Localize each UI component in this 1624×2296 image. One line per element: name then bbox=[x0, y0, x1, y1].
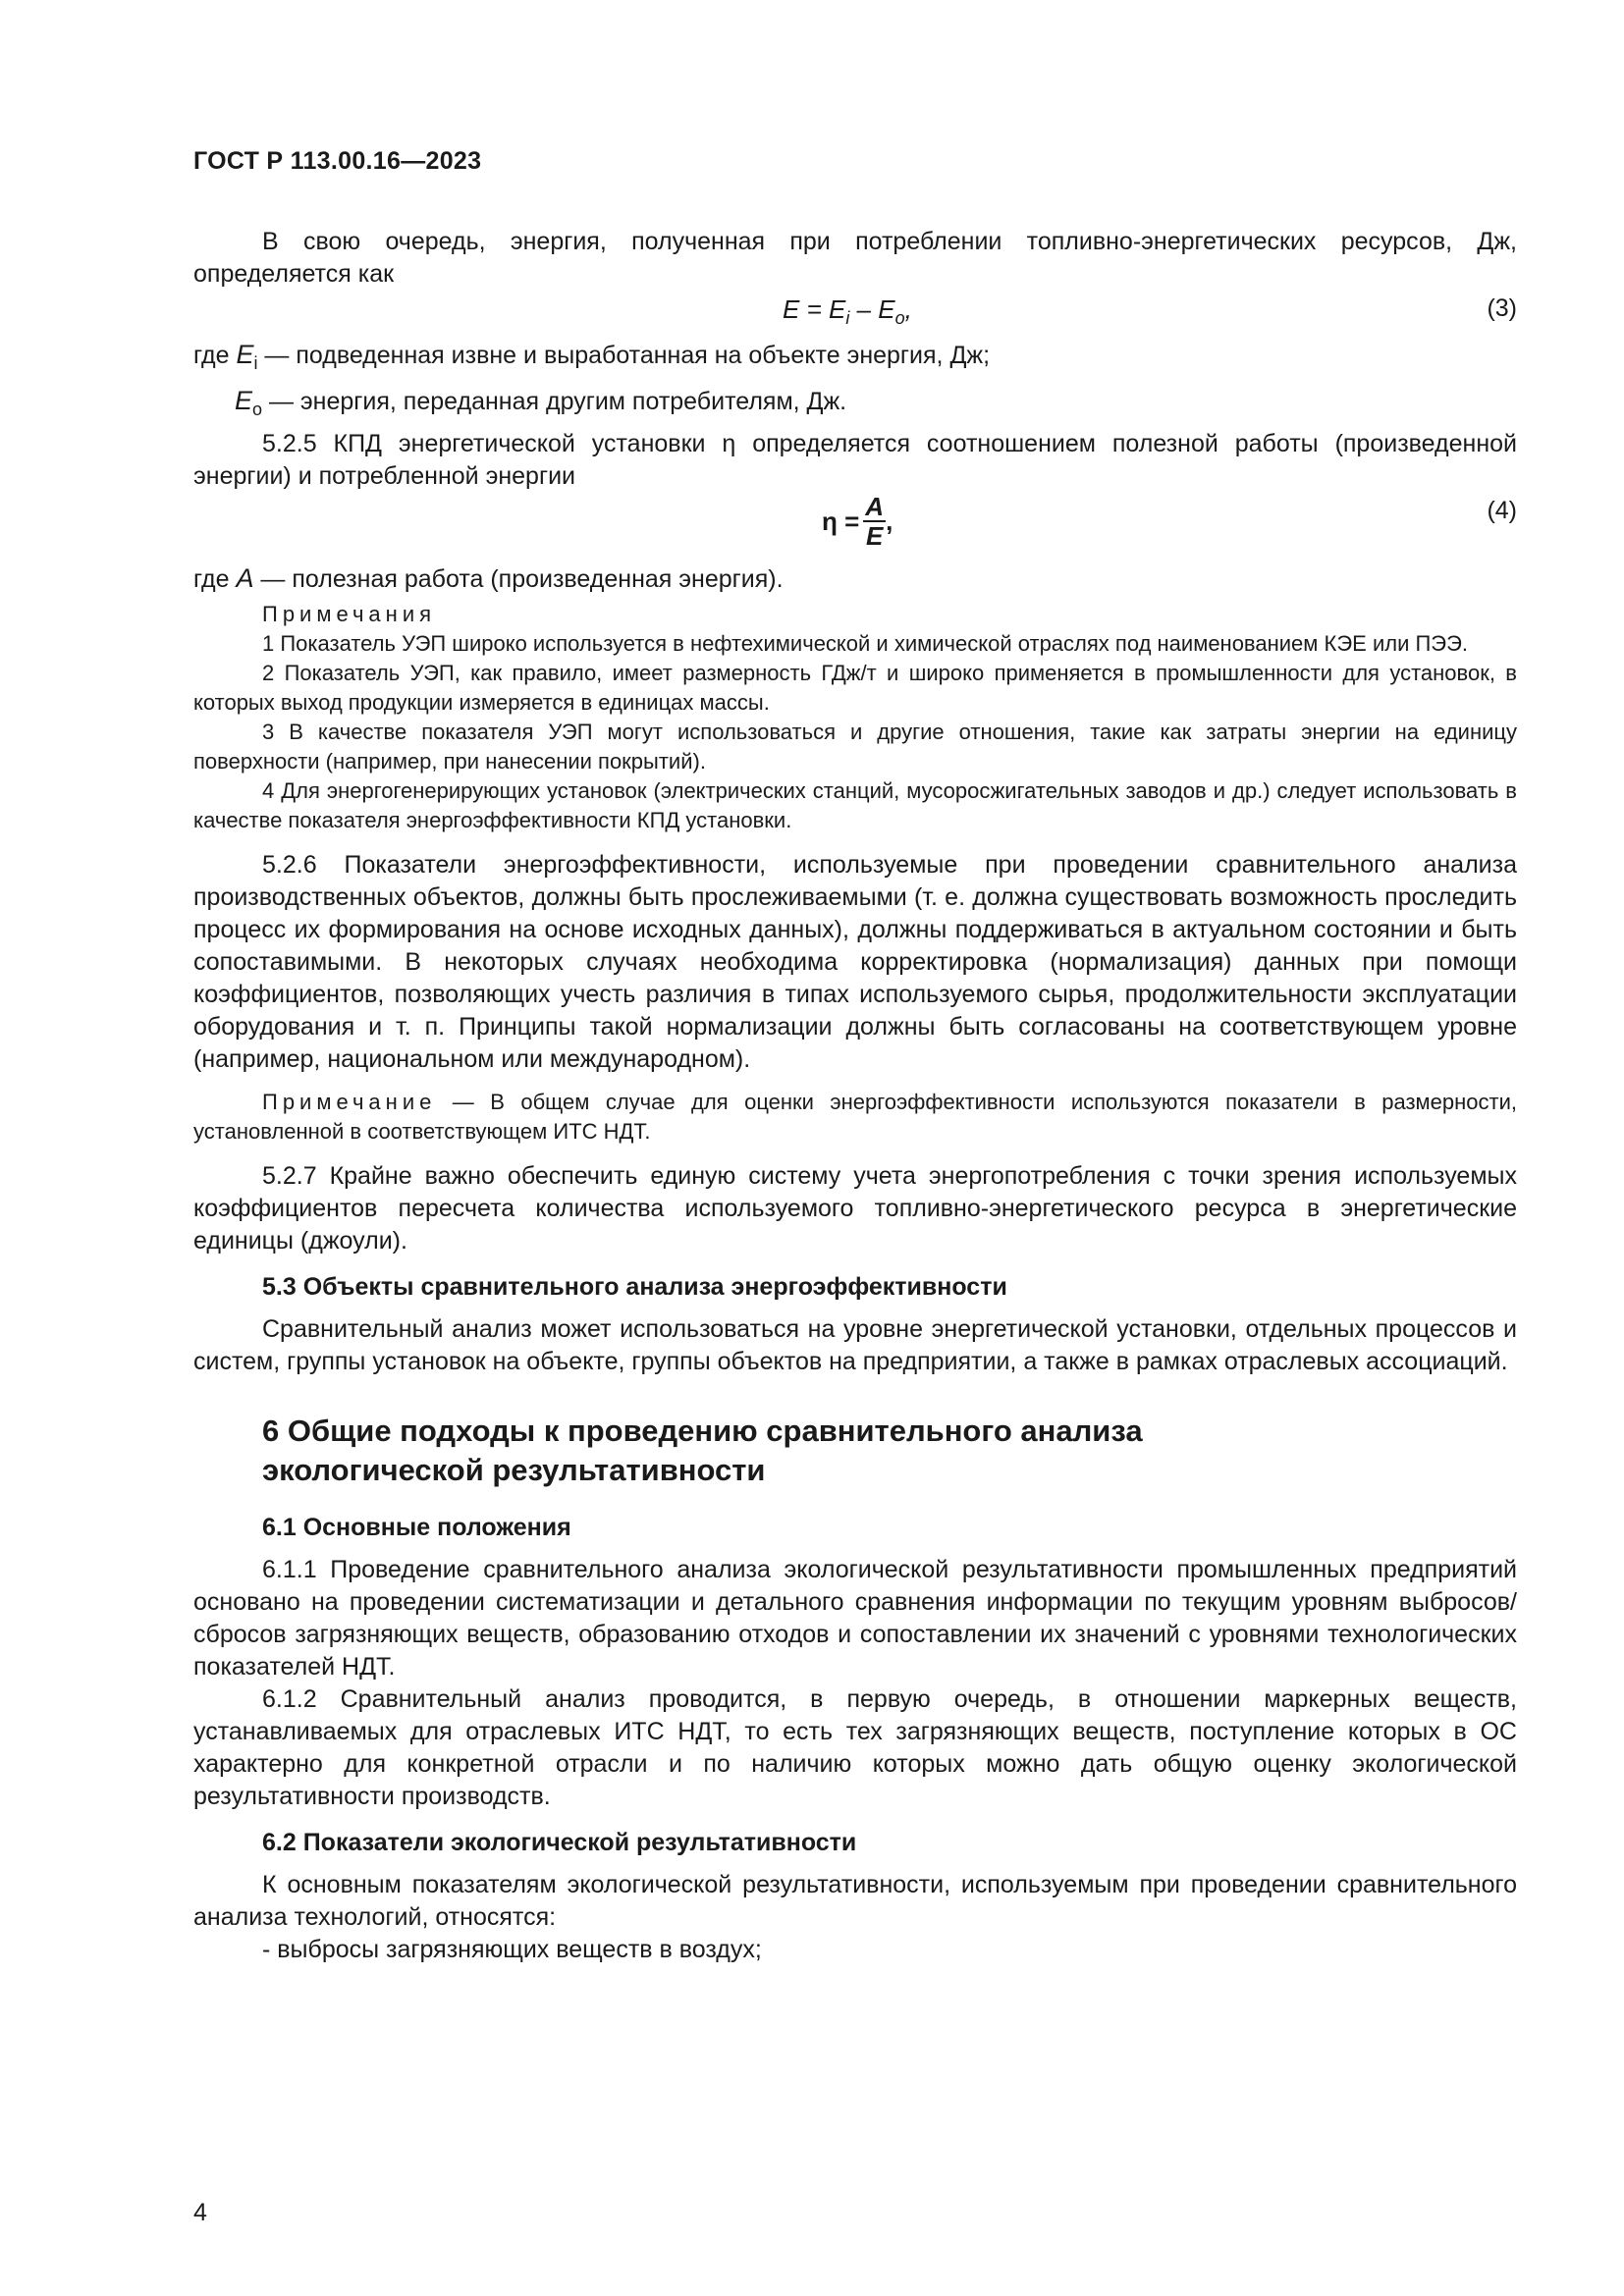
clause-5-2-7: 5.2.7 Крайне важно обеспечить единую систему учета энергопотребления с точки зрения используемых коэффициентов пересчета количества используемого топливно-энергетического ресурса в энергетические единицы (джоули). bbox=[193, 1162, 1517, 1255]
section-6-1-heading: 6.1 Основные положения bbox=[262, 1514, 571, 1541]
note-label: Примечание bbox=[262, 1090, 437, 1114]
formula-4 bbox=[193, 493, 1517, 552]
notes-title: Примечания bbox=[262, 602, 437, 626]
formula-3-definition-ei: где $E_i$ — подведенная извне и выработанная на объекте энергия, Дж; bbox=[193, 340, 991, 373]
section-6-2-text: К основным показателям экологической результативности, используемым при проведении сравнительного анализа технологий, относятся: bbox=[193, 1871, 1517, 1931]
note-item: 4 Для энергогенерирующих установок (электрических станций, мусоросжигательных заводов и др.) следует использовать в качестве показателя энергоэффективности КПД установки. bbox=[193, 778, 1517, 832]
note-item: 3 В качестве показателя УЭП могут использоваться и другие отношения, такие как затраты энергии на единицу поверхности (например, при нанесении покрытий). bbox=[193, 720, 1517, 774]
note-item: 2 Показатель УЭП, как правило, имеет размерность ГДж/т и широко применяется в промышленности для установок, в которых выход продукции измеряется в единицах массы. bbox=[193, 661, 1517, 715]
formula-4-expression: η = $\frac{A}{E}$ , bbox=[822, 492, 893, 551]
formula-3 bbox=[193, 291, 1517, 336]
section-6-2-heading: 6.2 Показатели экологической результативности bbox=[262, 1829, 857, 1856]
page-number: 4 bbox=[193, 2199, 207, 2226]
clause-5-2-5: 5.2.5 КПД энергетической установки η определяется соотношением полезной работы (произведенной энергии) и потребленной энергии bbox=[193, 430, 1517, 490]
standard-code-header: ГОСТ Р 113.00.16—2023 bbox=[193, 147, 482, 175]
intro-paragraph: В свою очередь, энергия, полученная при потреблении топливно-энергетических ресурсов, Дж, определяется как bbox=[193, 228, 1517, 288]
section-5-3-text: Сравнительный анализ может использоваться на уровне энергетической установки, отдельных процессов и систем, группы установок на объекте, группы объектов на предприятии, а также в рамках отраслевых ассоциаций. bbox=[193, 1315, 1517, 1375]
note-text: — В общем случае для оценки энергоэффективности используются показатели в размерности, установленной в соответствующем ИТС НДТ. bbox=[193, 1090, 1517, 1144]
section-5-3-heading: 5.3 Объекты сравнительного анализа энергоэффективности bbox=[262, 1273, 1007, 1301]
fraction-denominator: E bbox=[866, 521, 884, 551]
fraction bbox=[863, 493, 886, 550]
formula-3-definition-eo: $E_o$ — энергия, переданная другим потребителям, Дж. bbox=[235, 386, 847, 419]
notes-block bbox=[193, 600, 1517, 835]
formula-4-number: (4) bbox=[1487, 497, 1517, 524]
formula-3-expression: $E = E_i - E_o$, bbox=[783, 294, 912, 329]
clause-6-1-2: 6.1.2 Сравнительный анализ проводится, в первую очередь, в отношении маркерных веществ, устанавливаемых для отраслевых ИТС НДТ, то есть тех загрязняющих веществ, поступление которых в ОС характерно для конкретной отрасли и по наличию которых можно дать общую оценку экологической результативности производств. bbox=[193, 1685, 1517, 1810]
section-6-heading: 6 Общие подходы к проведению сравнительного анализа экологической результативности bbox=[262, 1414, 1143, 1487]
document-content bbox=[193, 226, 1517, 1966]
formula-3-number: (3) bbox=[1487, 294, 1517, 322]
fraction-numerator: A bbox=[865, 492, 885, 521]
clause-5-2-6: 5.2.6 Показатели энергоэффективности, используемые при проведении сравнительного анализа производственных объектов, должны быть прослеживаемыми (т. е. должна существовать возможность проследить процесс их формирования на основе исходных данных), должны поддерживаться в актуальном состоянии и быть сопоставимыми. В некоторых случаях необходима корректировка (нормализация) данных при помощи коэффициентов, позволяющих учесть различия в типах используемого сырья, продолжительности эксплуатации оборудования и т. п. Принципы такой нормализации должны быть согласованы на соответствующем уровне (например, национальном или международном). bbox=[193, 851, 1517, 1073]
note-5-2-6 bbox=[193, 1088, 1517, 1147]
note-item: 1 Показатель УЭП широко используется в нефтехимической и химической отраслях под наименованием КЭЕ или ПЭЭ. bbox=[262, 631, 1469, 656]
clause-6-1-1: 6.1.1 Проведение сравнительного анализа экологической результативности промышленных предприятий основано на проведении систематизации и детального сравнения информации по текущим уровням выбросов/сбросов загрязняющих веществ, образованию отходов и сопоставлении их значений с уровнями технологических показателей НДТ. bbox=[193, 1556, 1517, 1681]
list-item: - выбросы загрязняющих веществ в воздух; bbox=[262, 1936, 762, 1963]
formula-4-definition: где A — полезная работа (произведенная энергия). bbox=[193, 563, 784, 593]
